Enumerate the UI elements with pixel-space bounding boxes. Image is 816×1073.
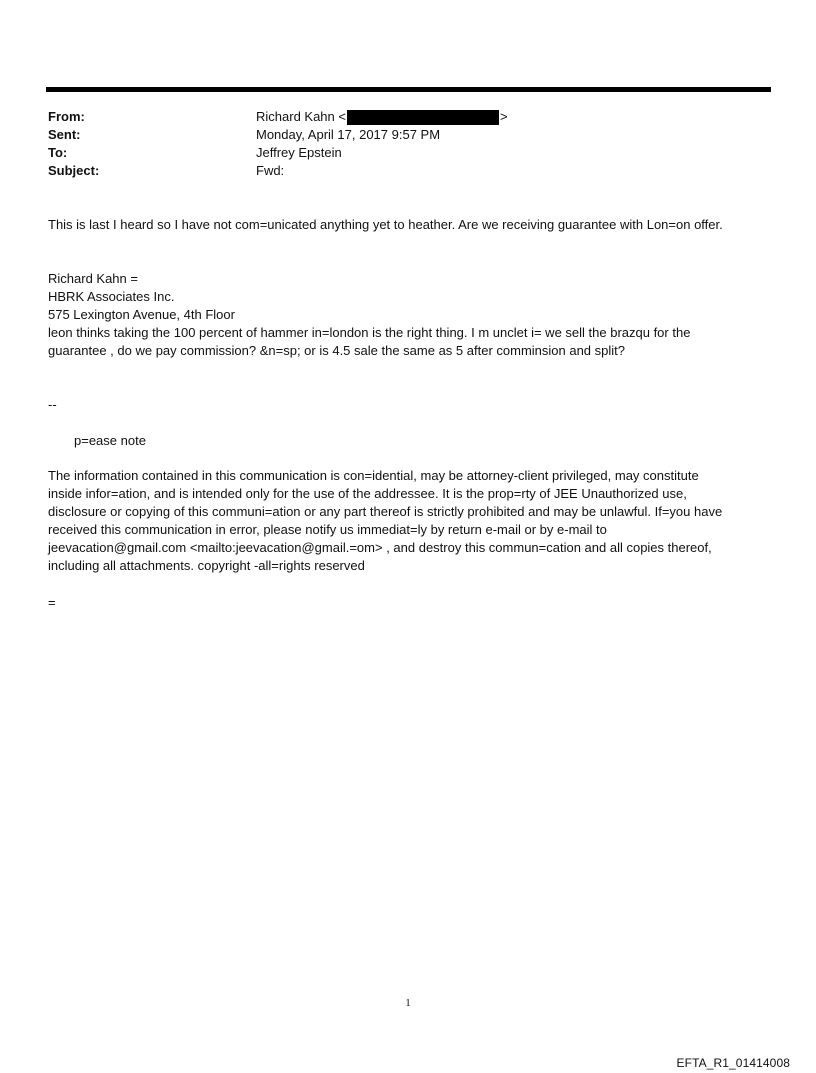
from-row bbox=[48, 108, 768, 126]
from-bracket: > bbox=[499, 109, 508, 124]
trailing-equals: = bbox=[48, 595, 56, 610]
header-rule bbox=[46, 87, 771, 92]
from-name: Richard Kahn < bbox=[256, 109, 346, 124]
to-row bbox=[48, 144, 768, 162]
subject-label: Subject: bbox=[48, 163, 100, 178]
message-line: leon thinks taking the 100 percent of hammer in=london is the right thing. I m unclet i= we sell the brazqu for the bbox=[48, 325, 691, 340]
signature-line: Richard Kahn = bbox=[48, 271, 138, 286]
sent-label: Sent: bbox=[48, 127, 81, 142]
from-value bbox=[256, 108, 508, 126]
from-label: From: bbox=[48, 109, 85, 124]
disclaimer-line: including all attachments. copyright -all=rights reserved bbox=[48, 558, 365, 573]
message-line: guarantee , do we pay commission? &n=sp; or is 4.5 sale the same as 5 after comminsion and split? bbox=[48, 343, 625, 358]
sent-value: Monday, April 17, 2017 9:57 PM bbox=[256, 127, 441, 142]
page-number: 1 bbox=[405, 997, 411, 1009]
disclaimer-line: jeevacation@gmail.com <mailto:jeevacation@gmail.=om> , and destroy this commun=cation and all copies thereof, bbox=[48, 540, 712, 555]
to-label: To: bbox=[48, 145, 68, 160]
signature-line: HBRK Associates Inc. bbox=[48, 289, 175, 304]
signature-line: 575 Lexington Avenue, 4th Floor bbox=[48, 307, 235, 322]
disclaimer-line: disclosure or copying of this communi=ation or any part thereof is strictly prohibited and may be unlawful. If=you have bbox=[48, 504, 723, 519]
disclaimer-line: inside infor=ation, and is intended only for the use of the addressee. It is the prop=rty of JEE Unauthorized use, bbox=[48, 486, 687, 501]
please-note: p=ease note bbox=[74, 433, 146, 448]
email-header bbox=[48, 108, 768, 180]
subject-row bbox=[48, 162, 768, 180]
sent-row bbox=[48, 126, 768, 144]
to-value: Jeffrey Epstein bbox=[256, 145, 342, 160]
bates-number: EFTA_R1_01414008 bbox=[676, 1056, 790, 1070]
separator-dash: -- bbox=[48, 397, 57, 412]
subject-value: Fwd: bbox=[256, 163, 285, 178]
signature-block bbox=[48, 270, 768, 360]
disclaimer-line: received this communication in error, please notify us immediat=ly by return e-mail or by e-mail to bbox=[48, 522, 607, 537]
intro-paragraph: This is last I heard so I have not com=unicated anything yet to heather. Are we receiving guarantee with Lon=on offer. bbox=[48, 217, 723, 232]
disclaimer-line: The information contained in this communication is con=idential, may be attorney-client privileged, may constitute bbox=[48, 468, 699, 483]
disclaimer-paragraph bbox=[48, 467, 768, 575]
redaction-box bbox=[347, 110, 499, 125]
